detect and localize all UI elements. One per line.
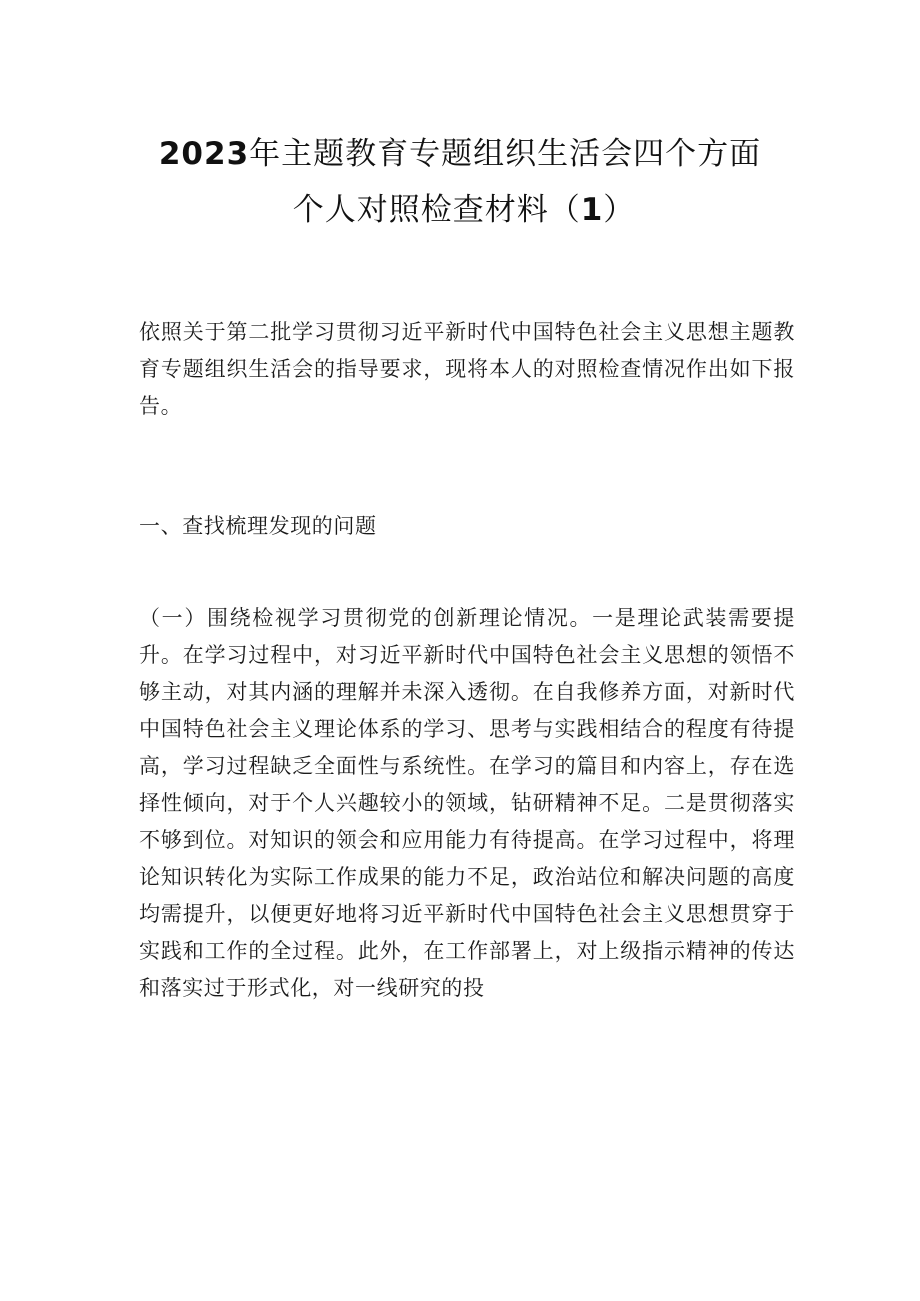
body-paragraph: （一）围绕检视学习贯彻党的创新理论情况。一是理论武装需要提升。在学习过程中，对习近平新时代中国特色社会主义思想的领悟不够主动，对其内涵的理解并未深入透彻。在自我修养方面，对新时代中国特色社会主义理论体系的学习、思考与实践相结合的程度有待提高，学习过程缺乏全面性与系统性。在学习的篇目和内容上，存在选择性倾向，对于个人兴趣较小的领域，钻研精神不足。二是贯彻落实不够到位。对知识的领会和应用能力有待提高。在学习过程中，将理论知识转化为实际工作成果的能力不足，政治站位和解决问题的高度均需提升，以便更好地将习近平新时代中国特色社会主义思想贯穿于实践和工作的全过程。此外，在工作部署上，对上级指示精神的传达和落实过于形式化，对一线研究的投 <box>139 606 795 1000</box>
title-line-2-close: ） <box>603 192 636 228</box>
title-line-2-text: 个人对照检查材料（ <box>292 192 581 228</box>
document-title-line-1 <box>0 128 920 173</box>
title-line-1-text: 年主题教育专题组织生活会四个方面 <box>249 136 762 172</box>
title-line-2-number: 1 <box>580 192 604 228</box>
intro-paragraph: 依照关于第二批学习贯彻习近平新时代中国特色社会主义思想主题教育专题组织生活会的指导要求，现将本人的对照检查情况作出如下报告。 <box>139 320 795 418</box>
section-heading: 一、查找梳理发现的问题 <box>139 514 377 538</box>
title-year: 2023 <box>158 136 250 172</box>
document-title-line-2 <box>0 184 920 229</box>
